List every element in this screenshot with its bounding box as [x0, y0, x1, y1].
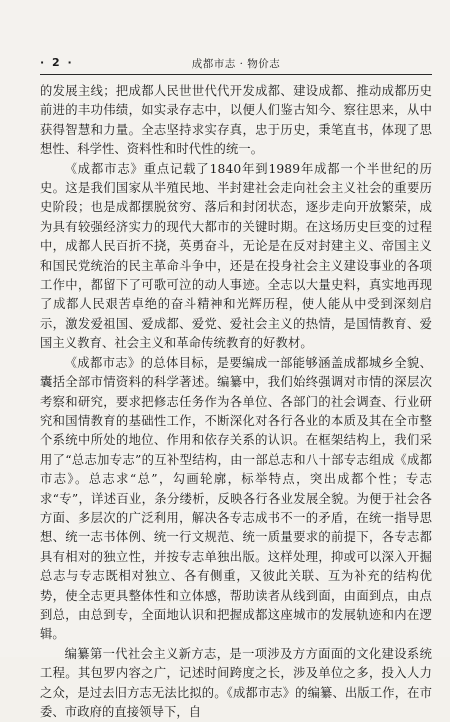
- body-text: [40, 82, 432, 719]
- paragraph: 的发展主线；把成都人民世世代代开发成都、建设成都、推动成都历史前进的丰功伟绩，如实录存志中，以便人们鉴古知今、察往思来，从中获得智慧和力量。全志坚持求实存真，忠于历史，秉笔直书，体现了思想性、科学性、资料性和时代性的统一。: [40, 84, 432, 157]
- page-header: [40, 56, 432, 74]
- page-number: · 2 ·: [40, 56, 74, 69]
- paragraph: 《成都市志》重点记载了1840年到1989年成都一个半世纪的历史。这是我们国家从半殖民地、半封建社会走向社会主义社会的重要历史阶段；也是成都摆脱贫穷、落后和封闭状态，逐步走向开放繁荣，成为具有较强经济实力的现代大都市的关键时期。在这场历史巨变的过程中，成都人民百折不挠，英勇奋斗，无论是在反对封建主义、帝国主义和国民党统治的民主革命斗争中，还是在投身社会主义建设事业的各项工作中，都留下了可歌可泣的动人事迹。全志以大量史料，真实地再现了成都人民艰苦卓绝的奋斗精神和光辉历程，使人能从中受到深刻启示，激发爱祖国、爱成都、爱党、爱社会主义的热情，是国情教育、爱国主义教育、社会主义和革命传统教育的好教材。: [40, 161, 432, 351]
- running-title: 成都市志 · 物价志: [191, 58, 281, 70]
- paragraph: 《成都市志》的总体目标，是要编成一部能够涵盖成都城乡全貌、囊括全部市情资料的科学著述。编纂中，我们始终强调对市情的深层次考察和研究，要求把修志任务作为各单位、各部门的社会调查、行业研究和国情教育的基础性工作，不断深化对各行各业的本质及其在全市整个系统中所处的地位、作用和依存关系的认识。在框架结构上，我们采用了“总志加专志”的互补型结构，由一部总志和八十部专志组成《成都市志》。总志求“总”，勾画轮廓，标举特点，突出成都个性；专志求“专”，详述百业，条分缕析，反映各行各业发展全貌。为便于社会各方面、多层次的广泛利用，解决各专志成书不一的矛盾，在统一指导思想、统一志书体例、统一行文规范、统一质量要求的前提下，各专志都具有相对的独立性，并按专志单独出版。这样处理，抑或可以深入开掘总志与专志既相对独立、各有侧重，又彼此关联、互为补充的结构优势，使全志更具整体性和立体感，帮助读者从线到面，由面到点，由点到总，由总到专，全面地认识和把握成都这座城市的发展轨迹和内在逻辑。: [40, 355, 432, 642]
- paragraph: 编纂第一代社会主义新方志，是一项涉及方方面面的文化建设系统工程。其包罗内容之广，记述时间跨度之长，涉及单位之多，投入人力之众，是过去旧方志无法比拟的。《成都市志》的编纂、出版工作，在市委、市政府的直接领导下，自: [40, 646, 432, 719]
- header-rule: [40, 74, 432, 75]
